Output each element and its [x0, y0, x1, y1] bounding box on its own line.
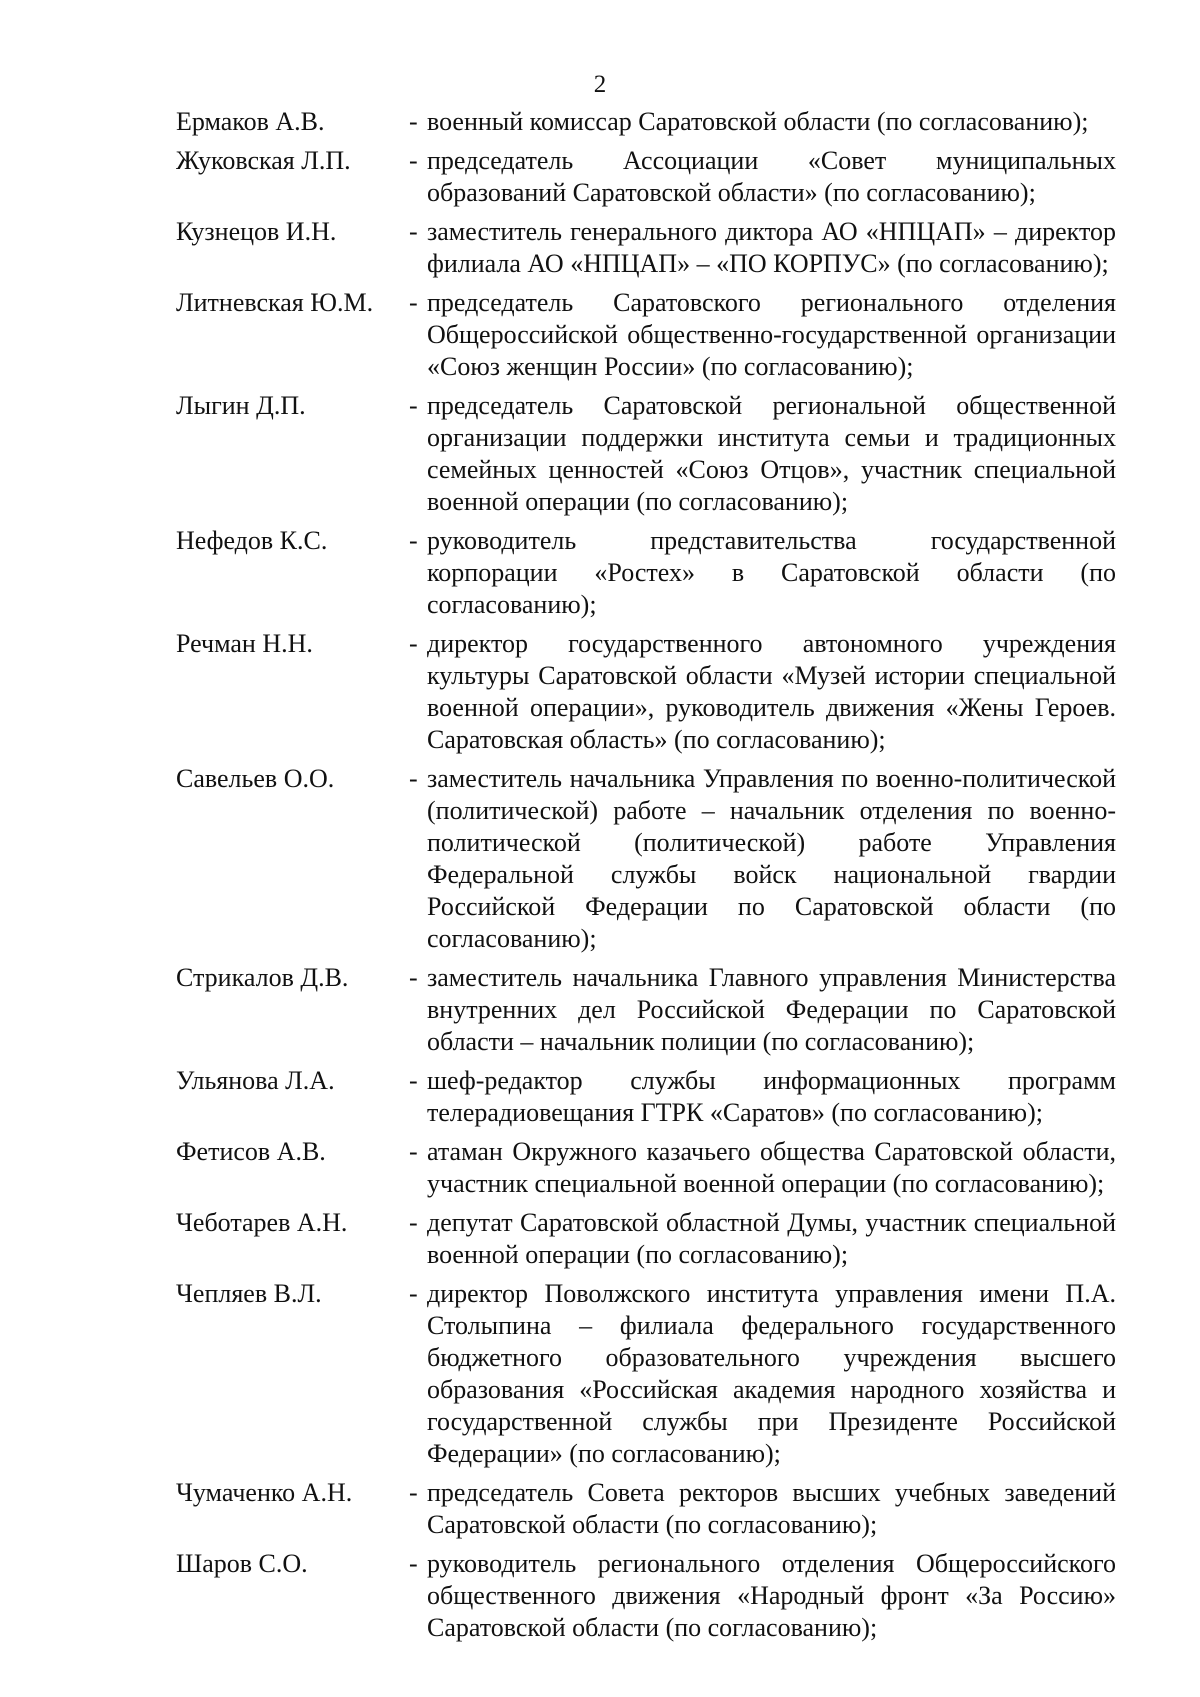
- list-item: [176, 628, 1116, 756]
- dash-separator: -: [409, 217, 418, 246]
- dash-separator: -: [409, 1279, 418, 1308]
- list-item: [176, 1207, 1116, 1271]
- list-item: [176, 106, 1116, 138]
- member-name: Кузнецов И.Н.: [176, 217, 337, 246]
- member-position: председатель Саратовской региональной общественной организации поддержки института семьи и традиционных семейных ценностей «Союз Отцов», участник специальной военной операции (по согласованию);: [427, 391, 1116, 516]
- member-name: Жуковская Л.П.: [176, 146, 351, 175]
- dash-separator: -: [409, 391, 418, 420]
- list-item: [176, 1065, 1116, 1129]
- member-position: директор государственного автономного учреждения культуры Саратовской области «Музей истории специальной военной операции», руководитель движения «Жены Героев. Саратовская область» (по согласованию);: [427, 629, 1116, 754]
- member-name: Ермаков А.В.: [176, 107, 325, 136]
- page-number: 2: [593, 71, 607, 98]
- member-position: председатель Ассоциации «Совет муниципальных образований Саратовской области» (по согласованию);: [427, 146, 1116, 207]
- dash-separator: -: [409, 146, 418, 175]
- member-name: Литневская Ю.М.: [176, 288, 374, 317]
- list-item: [176, 216, 1116, 280]
- member-position: руководитель представительства государственной корпорации «Ростех» в Саратовской области (по согласованию);: [427, 526, 1116, 619]
- list-item: [176, 1278, 1116, 1470]
- dash-separator: -: [409, 526, 418, 555]
- dash-separator: -: [409, 107, 418, 136]
- dash-separator: -: [409, 629, 418, 658]
- member-name: Ульянова Л.А.: [176, 1066, 335, 1095]
- member-position: директор Поволжского института управления имени П.А. Столыпина – филиала федерального государственного бюджетного образовательного учреждения высшего образования «Российская академия народного хозяйства и государственной службы при Президенте Российской Федерации» (по согласованию);: [427, 1279, 1116, 1468]
- member-position: руководитель регионального отделения Общероссийского общественного движения «Народный фронт «За Россию» Саратовской области (по согласованию);: [427, 1549, 1116, 1642]
- member-position: заместитель начальника Главного управления Министерства внутренних дел Российской Федерации по Саратовской области – начальник полиции (по согласованию);: [427, 963, 1116, 1056]
- dash-separator: -: [409, 288, 418, 317]
- list-item: [176, 763, 1116, 955]
- list-item: [176, 1548, 1116, 1644]
- dash-separator: -: [409, 1137, 418, 1166]
- member-name: Стрикалов Д.В.: [176, 963, 349, 992]
- list-item: [176, 962, 1116, 1058]
- list-item: [176, 287, 1116, 383]
- list-item: [176, 390, 1116, 518]
- member-position: атаман Окружного казачьего общества Саратовской области, участник специальной военной операции (по согласованию);: [427, 1137, 1116, 1198]
- member-name: Чумаченко А.Н.: [176, 1478, 353, 1507]
- member-position: военный комиссар Саратовской области (по согласованию);: [427, 107, 1089, 136]
- member-position: председатель Саратовского регионального отделения Общероссийской общественно-государственной организации «Союз женщин России» (по согласованию);: [427, 288, 1116, 381]
- dash-separator: -: [409, 1478, 418, 1507]
- member-position: председатель Совета ректоров высших учебных заведений Саратовской области (по согласованию);: [427, 1478, 1116, 1539]
- list-item: [176, 1477, 1116, 1541]
- member-name: Савельев О.О.: [176, 764, 335, 793]
- member-name: Лыгин Д.П.: [176, 391, 306, 420]
- member-name: Нефедов К.С.: [176, 526, 328, 555]
- dash-separator: -: [409, 764, 418, 793]
- member-position: депутат Саратовской областной Думы, участник специальной военной операции (по согласованию);: [427, 1208, 1116, 1269]
- member-name: Речман Н.Н.: [176, 629, 313, 658]
- member-name: Шаров С.О.: [176, 1549, 308, 1578]
- dash-separator: -: [409, 1208, 418, 1237]
- member-position: заместитель генерального диктора АО «НПЦАП» – директор филиала АО «НПЦАП» – «ПО КОРПУС» (по согласованию);: [427, 217, 1116, 278]
- member-position: заместитель начальника Управления по военно-политической (политической) работе – начальник отделения по военно-политической (политической) работе Управления Федеральной службы войск национальной гвардии Российской Федерации по Саратовской области (по согласованию);: [427, 764, 1116, 953]
- member-name: Фетисов А.В.: [176, 1137, 326, 1166]
- members-list: [176, 106, 1116, 1651]
- member-name: Чепляев В.Л.: [176, 1279, 322, 1308]
- list-item: [176, 145, 1116, 209]
- dash-separator: -: [409, 963, 418, 992]
- list-item: [176, 1136, 1116, 1200]
- list-item: [176, 525, 1116, 621]
- dash-separator: -: [409, 1066, 418, 1095]
- dash-separator: -: [409, 1549, 418, 1578]
- member-name: Чеботарев А.Н.: [176, 1208, 348, 1237]
- member-position: шеф-редактор службы информационных программ телерадиовещания ГТРК «Саратов» (по согласованию);: [427, 1066, 1116, 1127]
